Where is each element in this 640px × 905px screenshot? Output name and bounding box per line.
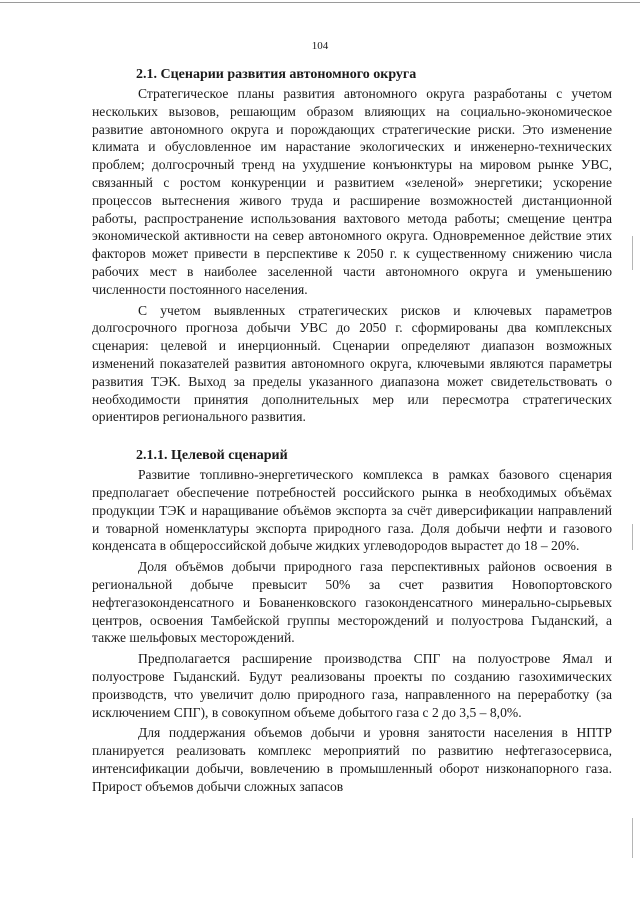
subsection-paragraph: Доля объёмов добычи природного газа перспективных районов освоения в региональной добыче превысит 50% за счет развития Новопортовского нефтегазоконденсатного и Бованенковского газоконденсатного минерально-сырьевых центров, освоения Тамбейской группы месторождений и полуострова Гыданский, а также шельфовых месторождений. — [92, 559, 612, 646]
page-number: 104 — [311, 40, 329, 52]
top-rule — [0, 2, 640, 3]
scan-margin-mark — [632, 818, 633, 858]
section-paragraph: Стратегическое планы развития автономного округа разработаны с учетом нескольких вызовов, решающим образом влияющих на социально-экономическое развитие автономного округа и порождающих стратегические риски. Это изменение климата и обусловленное им нарастание экологических и инженерно-технических проблем; долгосрочный тренд на ухудшение конъюнктуры на мировом рынке УВС, связанный с ростом конкуренции и развитием «зеленой» энергетики; ускорение процессов вытеснения живого труда и расширение возможностей дистанционной работы, распространение использования вахтового метода работы; смещение центра экономической активности на север автономного округа. Одновременное действие этих факторов может привести в перспективе к 2050 г. к существенному снижению числа рабочих мест в наиболее заселенной части автономного округа и уменьшению численности постоянного населения. — [92, 86, 612, 297]
scan-margin-mark — [632, 236, 633, 270]
subsection-paragraph: Развитие топливно-энергетического комплекса в рамках базового сценария предполагает обеспечение потребностей российского рынка в необходимых объёмах продукции ТЭК и наращивание объёмов экспорта за счёт диверсификации направлений и товарной номенклатуры экспорта природного газа. Доля добычи нефти и газового конденсата в общероссийской добыче жидких углеводородов вырастет до 18 – 20%. — [92, 467, 612, 554]
section-title: 2.1. Сценарии развития автономного округа — [136, 67, 417, 82]
document-body — [92, 66, 612, 798]
subsection-paragraph: Предполагается расширение производства СПГ на полуострове Ямал и полуострове Гыданский. Будут реализованы проекты по созданию газохимических производств, что увеличит долю природного газа, направленного на переработку (за исключением СПГ), в совокупном объеме добытого газа с 2 до 3,5 – 8,0%. — [92, 651, 612, 720]
section-paragraph: С учетом выявленных стратегических рисков и ключевых параметров долгосрочного прогноза добычи УВС до 2050 г. сформированы два комплексных сценария: целевой и инерционный. Сценарии определяют диапазон возможных изменений показателей развития автономного округа, ключевыми являются параметры развития ТЭК. Выход за пределы указанного диапазона может свидетельствовать о необходимости принятия дополнительных мер или пересмотра стратегических ориентиров регионального развития. — [92, 302, 612, 425]
scan-margin-mark — [632, 524, 633, 550]
subsection-paragraph: Для поддержания объемов добычи и уровня занятости населения в НПТР планируется реализовать комплекс мероприятий по развитию нефтегазосервиса, интенсификации добычи, вовлечению в промышленный оборот низконапорного газа. Прирост объемов добычи сложных запасов — [92, 725, 612, 794]
subsection-title: 2.1.1. Целевой сценарий — [136, 448, 288, 464]
